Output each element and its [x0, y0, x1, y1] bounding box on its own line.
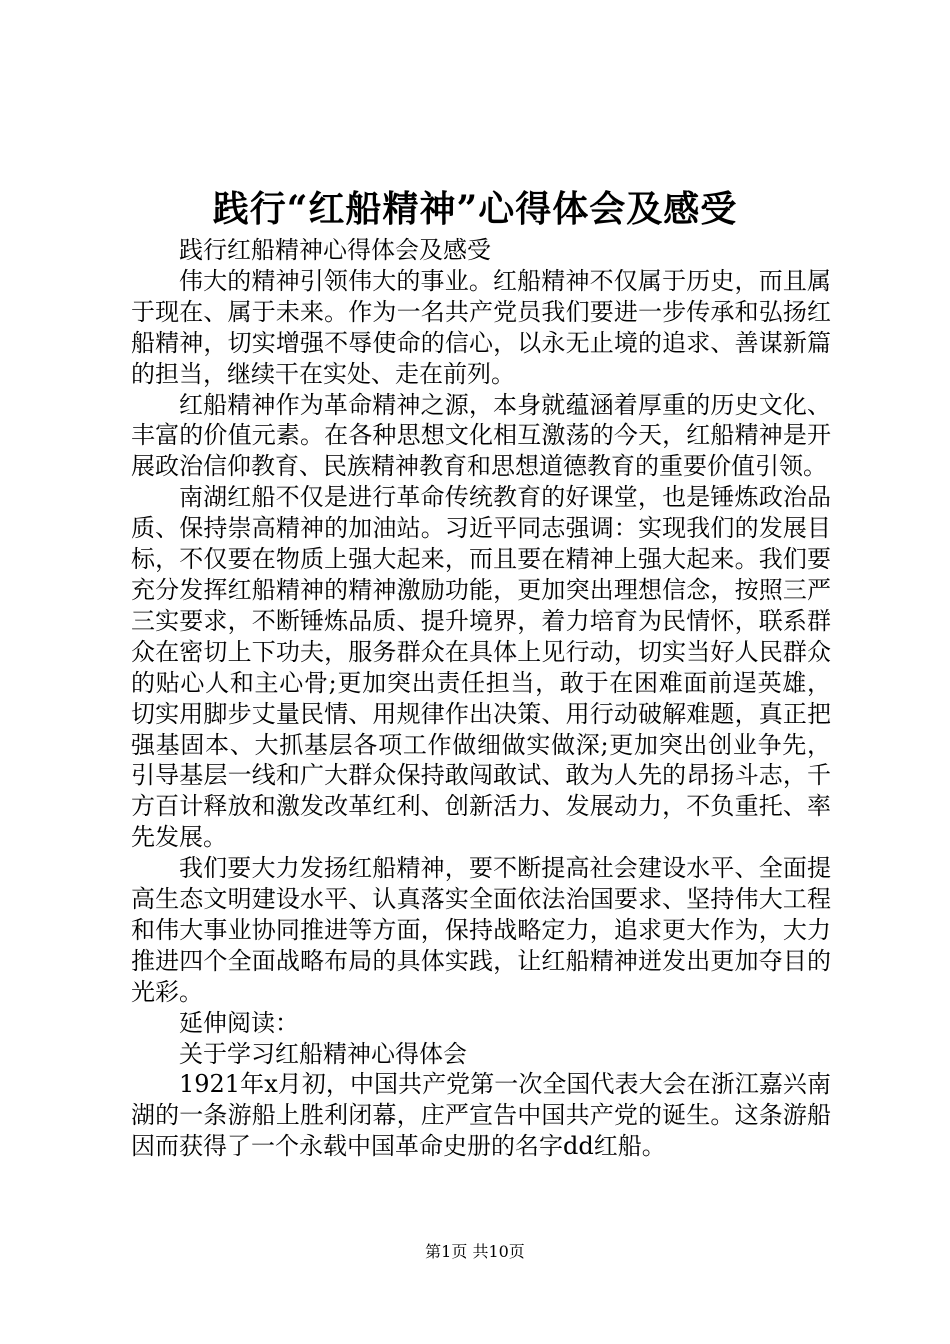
document-title: 践行“红船精神”心得体会及感受	[212, 188, 738, 230]
extended-reading-title: 关于学习红船精神心得体会	[179, 1039, 467, 1068]
subtitle-paragraph: 践行红船精神心得体会及感受	[179, 236, 491, 264]
body-paragraph: 我们要大力发扬红船精神，要不断提高社会建设水平、全面提高生态文明建设水平、认真落实全面依法治国要求、坚持伟大工程和伟大事业协同推进等方面，保持战略定力，追求更大作为，大力推进四个全面战略布局的具体实践，让红船精神迸发出更加夺目的光彩。	[131, 854, 831, 1006]
page-number-footer: 第1页 共10页	[425, 1242, 525, 1261]
extended-reading-label: 延伸阅读：	[179, 1008, 299, 1037]
document-body	[131, 235, 831, 1162]
body-paragraph: 伟大的精神引领伟大的事业。红船精神不仅属于历史，而且属于现在、属于未来。作为一名共产党员我们要进一步传承和弘扬红船精神，切实增强不辱使命的信心，以永无止境的追求、善谋新篇的担当，继续干在实处、走在前列。	[131, 266, 831, 388]
body-paragraph: 1921年x月初，中国共产党第一次全国代表大会在浙江嘉兴南湖的一条游船上胜利闭幕，庄严宣告中国共产党的诞生。这条游船因而获得了一个永载中国革命史册的名字dd红船。	[131, 1070, 831, 1161]
body-paragraph: 红船精神作为革命精神之源，本身就蕴涵着厚重的历史文化、丰富的价值元素。在各种思想文化相互激荡的今天，红船精神是开展政治信仰教育、民族精神教育和思想道德教育的重要价值引领。	[131, 390, 831, 481]
body-paragraph: 南湖红船不仅是进行革命传统教育的好课堂，也是锤炼政治品质、保持崇高精神的加油站。习近平同志强调：实现我们的发展目标，不仅要在物质上强大起来，而且要在精神上强大起来。我们要充分发挥红船精神的精神激励功能，更加突出理想信念，按照三严三实要求，不断锤炼品质、提升境界，着力培育为民情怀，联系群众在密切上下功夫，服务群众在具体上见行动，切实当好人民群众的贴心人和主心骨;更加突出责任担当，敢于在困难面前逞英雄，切实用脚步丈量民情、用规律作出决策、用行动破解难题，真正把强基固本、大抓基层各项工作做细做实做深;更加突出创业争先，引导基层一线和广大群众保持敢闯敢试、敢为人先的昂扬斗志，千方百计释放和激发改革红利、创新活力、发展动力，不负重托、率先发展。	[131, 483, 831, 852]
